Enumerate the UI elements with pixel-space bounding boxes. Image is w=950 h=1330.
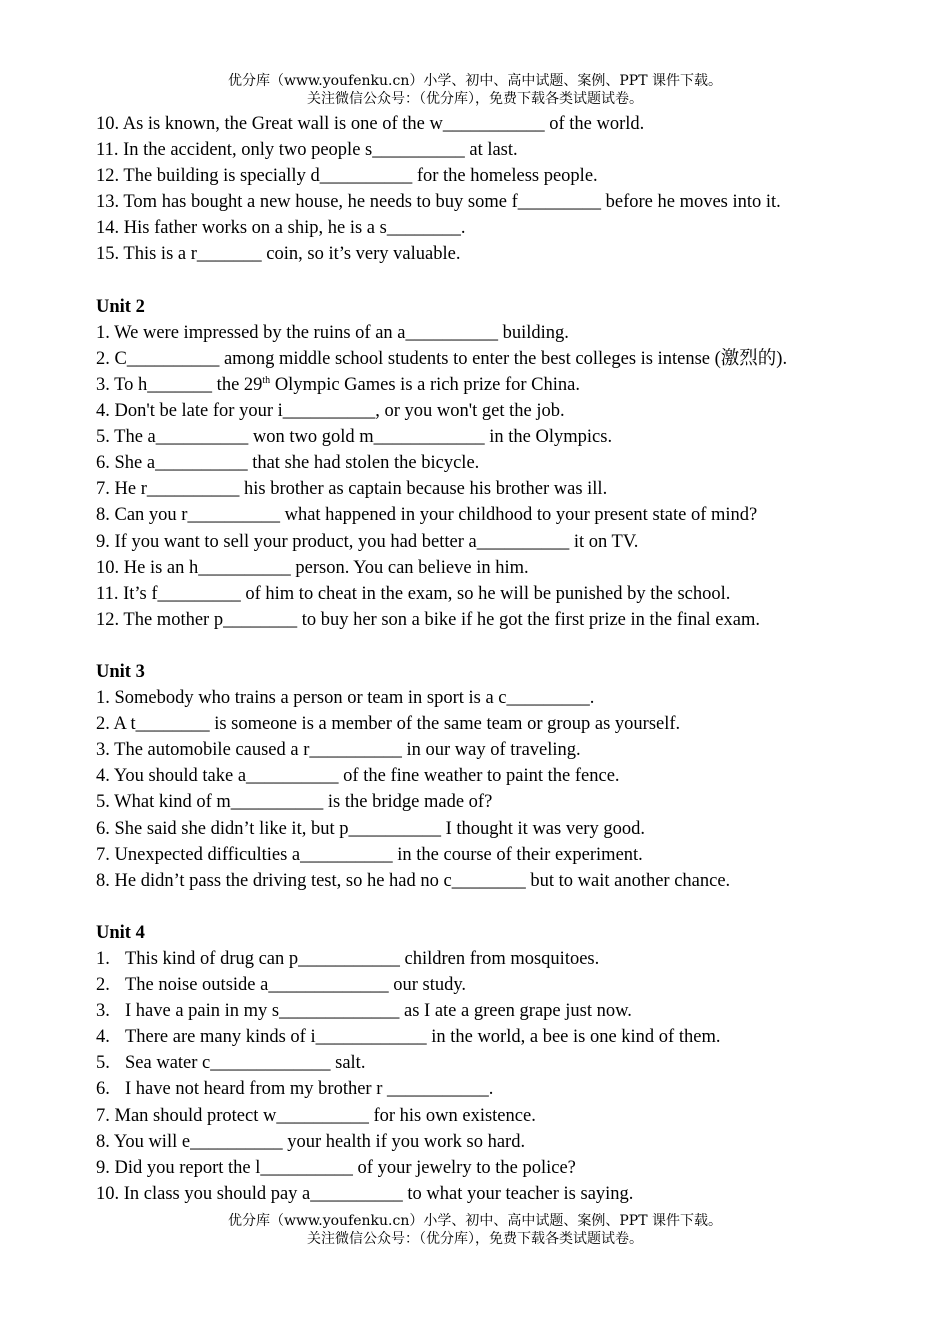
- exercise-item: 14. His father works on a ship, he is a s________.: [96, 218, 466, 239]
- unit-3-section: [96, 659, 876, 894]
- exercise-item-3: [96, 372, 876, 398]
- item-number: 2.: [96, 975, 110, 996]
- exercise-item: [96, 1050, 876, 1076]
- item-number: 1.: [96, 949, 110, 969]
- item-3-text: 3. To h_______ the 29: [96, 374, 263, 395]
- item-number: 6.: [96, 1079, 110, 1100]
- exercise-item: 10. He is an h__________ person. You can believe in him.: [96, 557, 529, 578]
- exercise-item: 10. As is known, the Great wall is one of the w___________ of the world.: [96, 114, 645, 134]
- exercise-item: [96, 946, 876, 972]
- spacer: [96, 268, 876, 294]
- exercise-item: 6. She a__________ that she had stolen the bicycle.: [96, 453, 480, 474]
- header-line-2: 关注微信公众号：（优分库），免费下载各类试题试卷。: [307, 91, 643, 107]
- exercise-item: 1. Somebody who trains a person or team in sport is a c_________.: [96, 688, 595, 709]
- exercise-item: 8. Can you r__________ what happened in your childhood to your present state of mind?: [96, 505, 758, 526]
- exercise-item: [96, 972, 876, 998]
- exercise-item: 11. It’s f_________ of him to cheat in the exam, so he will be punished by the school.: [96, 583, 731, 604]
- header-line-1: 优分库（www.youfenku.cn）小学、初中、高中试题、案例、PPT 课件下载。: [227, 73, 722, 89]
- exercise-item: 8. You will e__________ your health if you work so hard.: [96, 1131, 526, 1152]
- exercise-item: 4. You should take a__________ of the fine weather to paint the fence.: [96, 766, 620, 787]
- exercise-item: 10. In class you should pay a__________ to what your teacher is saying.: [96, 1183, 634, 1204]
- spacer: [96, 633, 876, 659]
- ordinal-suffix: th: [262, 374, 271, 386]
- exercise-item: 3. The automobile caused a r__________ in our way of traveling.: [96, 740, 581, 761]
- item-number: 4.: [96, 1027, 110, 1048]
- exercise-item: 12. The mother p________ to buy her son a bike if he got the first prize in the final exam.: [96, 609, 760, 630]
- exercise-item: 12. The building is specially d__________ for the homeless people.: [96, 166, 598, 187]
- unit-3-title: Unit 3: [96, 661, 145, 682]
- exercise-item: 7. Man should protect w__________ for his own existence.: [96, 1105, 536, 1126]
- item-text: Sea water c_____________ salt.: [125, 1053, 366, 1074]
- unit-4-title: Unit 4: [96, 922, 145, 943]
- unit-2-section: [96, 294, 876, 633]
- exercise-item: 5. What kind of m__________ is the bridge made of?: [96, 792, 493, 813]
- item-text: This kind of drug can p___________ children from mosquitoes.: [125, 949, 600, 969]
- item-text: I have not heard from my brother r ___________.: [125, 1079, 494, 1100]
- exercise-item: 4. Don't be late for your i__________, or you won't get the job.: [96, 401, 565, 422]
- exercise-item: [96, 1024, 876, 1050]
- footer-line-1: 优分库（www.youfenku.cn）小学、初中、高中试题、案例、PPT 课件下载。: [227, 1213, 722, 1229]
- exercise-item: 11. In the accident, only two people s__________ at last.: [96, 140, 518, 161]
- item-3-text-rest: Olympic Games is a rich prize for China.: [270, 374, 580, 395]
- exercise-item: 5. The a__________ won two gold m____________ in the Olympics.: [96, 427, 613, 448]
- exercise-item: 9. If you want to sell your product, you had better a__________ it on TV.: [96, 531, 639, 552]
- page-footer: [0, 1212, 950, 1248]
- item-number: 3.: [96, 1001, 110, 1022]
- exercise-content: [96, 111, 876, 1207]
- exercise-item: 13. Tom has bought a new house, he needs to buy some f_________ before he moves into it.: [96, 192, 781, 213]
- unit-2-title: Unit 2: [96, 296, 145, 317]
- exercise-item: 15. This is a r_______ coin, so it’s very valuable.: [96, 244, 461, 265]
- exercise-item: 8. He didn’t pass the driving test, so he had no c________ but to wait another chance.: [96, 870, 731, 891]
- item-text: There are many kinds of i____________ in the world, a bee is one kind of them.: [125, 1027, 721, 1048]
- unit-1-continued: [96, 111, 876, 268]
- exercise-item: 9. Did you report the l__________ of your jewelry to the police?: [96, 1157, 576, 1178]
- exercise-item: 7. Unexpected difficulties a__________ in the course of their experiment.: [96, 844, 643, 865]
- exercise-item: 2. C__________ among middle school students to enter the best colleges is intense (激烈的).: [96, 348, 788, 369]
- unit-4-section: [96, 920, 876, 1207]
- item-number: 5.: [96, 1053, 110, 1074]
- exercise-item: 2. A t________ is someone is a member of the same team or group as yourself.: [96, 714, 681, 735]
- exercise-item: 7. He r__________ his brother as captain because his brother was ill.: [96, 479, 608, 500]
- page-header: [0, 72, 950, 108]
- exercise-item: 1. We were impressed by the ruins of an a__________ building.: [96, 322, 569, 343]
- exercise-item: [96, 1076, 876, 1102]
- footer-line-2: 关注微信公众号：（优分库），免费下载各类试题试卷。: [307, 1231, 643, 1247]
- item-text: The noise outside a_____________ our study.: [125, 975, 467, 996]
- spacer: [96, 894, 876, 920]
- exercise-item: [96, 998, 876, 1024]
- item-text: I have a pain in my s_____________ as I ate a green grape just now.: [125, 1001, 632, 1022]
- exercise-item: 6. She said she didn’t like it, but p__________ I thought it was very good.: [96, 818, 645, 839]
